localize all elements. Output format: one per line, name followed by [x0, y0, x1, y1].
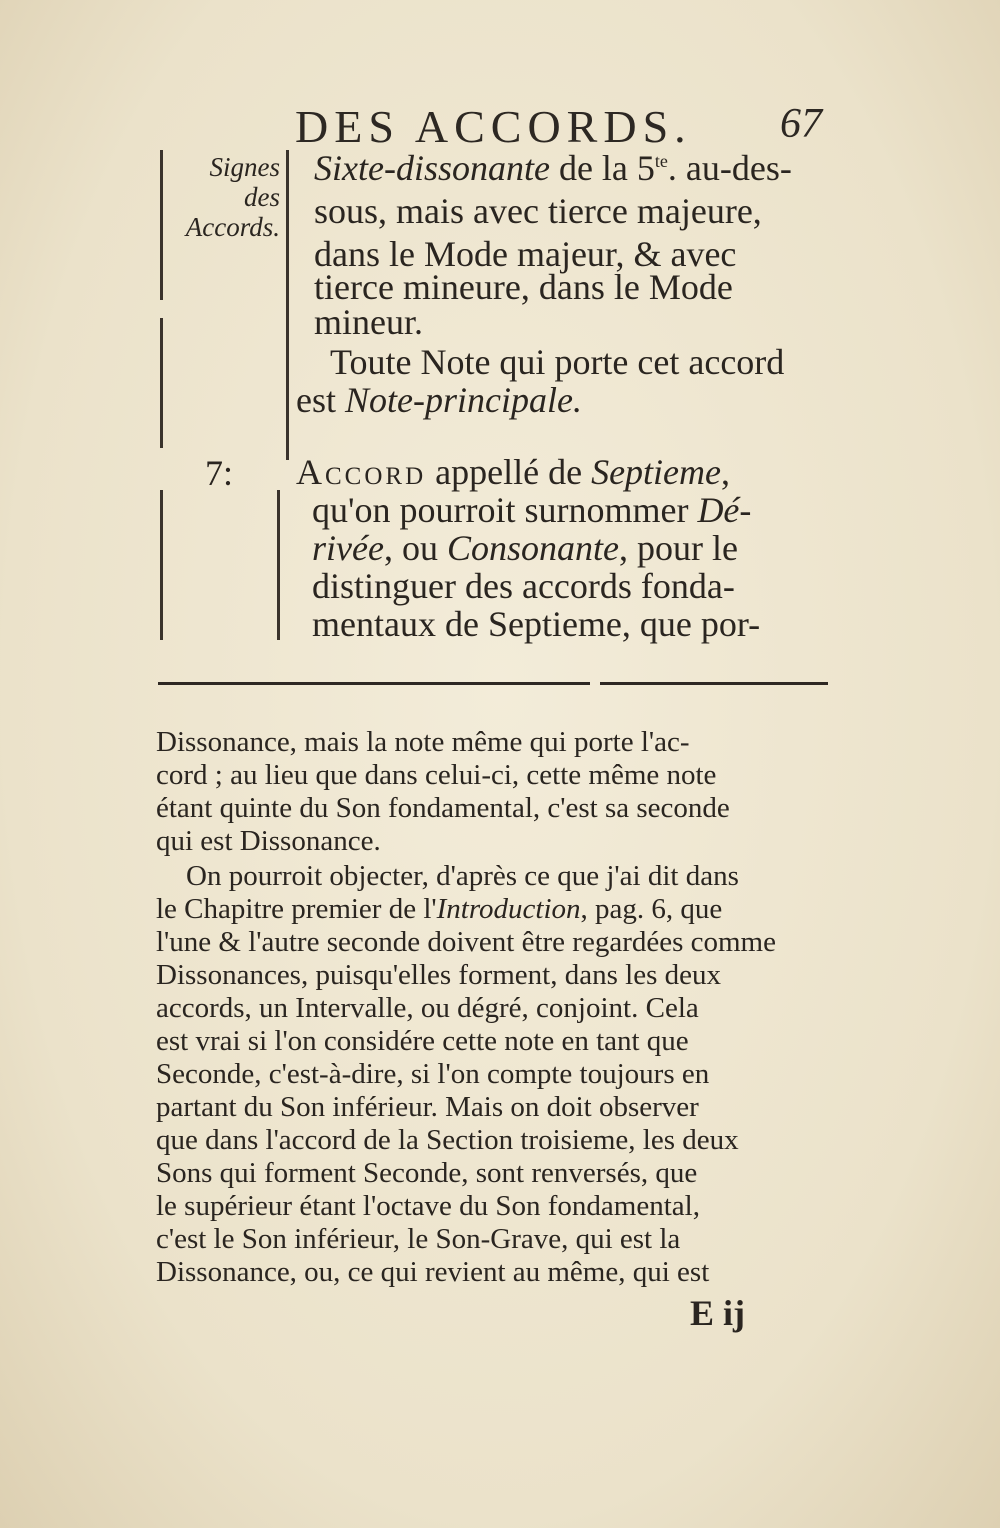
- text-line: partant du Son inférieur. Mais on doit observer: [156, 1091, 699, 1123]
- text-line: étant quinte du Son fondamental, c'est sa seconde: [156, 792, 730, 824]
- text-line: Dissonance, mais la note même qui porte l'ac-: [156, 726, 690, 758]
- margin-note-line: Accords.: [185, 212, 280, 242]
- text-line: est vrai si l'on considére cette note en tant que: [156, 1025, 689, 1057]
- text-line: Toute Note qui porte cet accord: [330, 342, 785, 382]
- table-rule-left: [160, 490, 163, 640]
- text-line: rivée, ou Consonante, pour le: [312, 528, 738, 568]
- text-line: On pourroit objecter, d'après ce que j'ai dit dans: [186, 860, 739, 892]
- text-line: mineur.: [314, 302, 423, 342]
- text-line: l'une & l'autre seconde doivent être regardées comme: [156, 926, 776, 958]
- text-line: cord ; au lieu que dans celui-ci, cette même note: [156, 759, 717, 791]
- margin-note-line: des: [244, 182, 280, 212]
- text-line: le supérieur étant l'octave du Son fondamental,: [156, 1190, 700, 1222]
- separator-rule: [158, 682, 590, 685]
- text-line: Dissonances, puisqu'elles forment, dans les deux: [156, 959, 721, 991]
- section-number: 7:: [205, 453, 234, 493]
- page-number: 67: [780, 101, 822, 147]
- text-line: tierce mineure, dans le Mode: [314, 267, 733, 307]
- text-line: Seconde, c'est-à-dire, si l'on compte toujours en: [156, 1058, 710, 1090]
- text-line: Sons qui forment Seconde, sont renversés, que: [156, 1157, 698, 1189]
- text-line: que dans l'accord de la Section troisieme, les deux: [156, 1124, 739, 1156]
- margin-note: [170, 152, 280, 242]
- text-line: dans le Mode majeur, & avec: [314, 234, 737, 274]
- text-line: mentaux de Septieme, que por-: [312, 604, 761, 644]
- text-line: sous, mais avec tierce majeure,: [314, 191, 762, 231]
- text-line: est Note-principale.: [296, 380, 582, 420]
- table-rule-left: [160, 318, 163, 448]
- text-line: qu'on pourroit surnommer Dé-: [312, 490, 752, 530]
- table-rule-inner: [286, 150, 289, 460]
- text-line: le Chapitre premier de l'Introduction, pag. 6, que: [156, 893, 723, 925]
- text-line: Dissonance, ou, ce qui revient au même, qui est: [156, 1256, 710, 1288]
- margin-note-line: Signes: [209, 152, 280, 182]
- text-line: c'est le Son inférieur, le Son-Grave, qui est la: [156, 1223, 681, 1255]
- running-title: DES ACCORDS.: [295, 101, 692, 152]
- text-line: distinguer des accords fonda-: [312, 566, 735, 606]
- table-rule-inner: [277, 490, 280, 640]
- text-line: Accord appellé de Septieme,: [296, 452, 730, 492]
- signature-mark: E ij: [690, 1293, 746, 1333]
- separator-rule: [600, 682, 828, 685]
- text-line: Sixte-dissonante de la $5^{te}$. au-des-: [314, 148, 792, 188]
- table-rule-left: [160, 150, 163, 300]
- text-line: qui est Dissonance.: [156, 825, 381, 857]
- text-line: accords, un Intervalle, ou dégré, conjoint. Cela: [156, 992, 699, 1024]
